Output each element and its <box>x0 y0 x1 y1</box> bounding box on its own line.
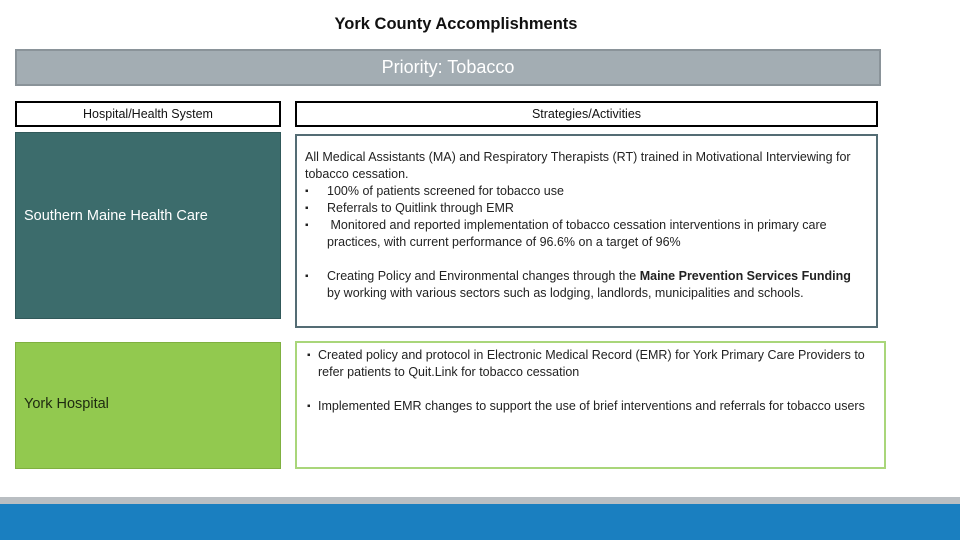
hospital-cell-york <box>15 342 281 469</box>
bullet-icon: ▪ <box>305 186 309 197</box>
bullet-text: Monitored and reported implementation of tobacco cessation interventions in primary care practices, with current performance of 96.6% on a target of 96% <box>327 218 831 249</box>
bullet-icon: ▪ <box>305 203 309 214</box>
list-item <box>305 183 862 200</box>
strategy-intro: All Medical Assistants (MA) and Respiratory Therapists (RT) trained in Motivational Interviewing for tobacco cessation. <box>305 150 851 181</box>
bullet-icon: ▪ <box>307 401 311 412</box>
hospital-name: York Hospital <box>24 396 109 412</box>
footer-divider <box>0 497 960 504</box>
list-item <box>305 217 862 251</box>
footer-bar <box>0 504 960 540</box>
bullet-text: Implemented EMR changes to support the use of brief interventions and referrals for tobacco users <box>318 399 865 413</box>
strategies-cell-southern-maine <box>295 134 878 328</box>
hospital-name: Southern Maine Health Care <box>24 208 208 224</box>
slide-title: York County Accomplishments <box>334 15 578 33</box>
column-header-hospital: Hospital/Health System <box>15 101 281 127</box>
list-item <box>307 398 870 415</box>
priority-banner: Priority: Tobacco <box>15 49 881 86</box>
bullet-text: Created policy and protocol in Electronic Medical Record (EMR) for York Primary Care Providers to refer patients to Quit.Link for tobacco cessation <box>318 348 865 379</box>
bullet-text: 100% of patients screened for tobacco use <box>327 184 564 198</box>
bullet-text <box>327 268 862 302</box>
bullet-icon: ▪ <box>307 350 311 361</box>
bullet-text-start: Creating Policy and Environmental changes through the <box>327 269 640 283</box>
bullet-icon: ▪ <box>305 220 309 231</box>
hospital-cell-southern-maine <box>15 132 281 319</box>
bullet-icon: ▪ <box>305 271 309 282</box>
funding-name: Maine Prevention Services Funding <box>639 269 851 283</box>
bullet-text-end: by working with various sectors such as lodging, landlords, municipalities and schools. <box>327 286 804 300</box>
list-item <box>305 200 862 217</box>
bullet-text: Referrals to Quitlink through EMR <box>327 201 514 215</box>
list-item <box>305 268 862 302</box>
column-header-strategies: Strategies/Activities <box>295 101 878 127</box>
strategies-cell-york <box>295 341 886 469</box>
list-item <box>307 347 870 381</box>
